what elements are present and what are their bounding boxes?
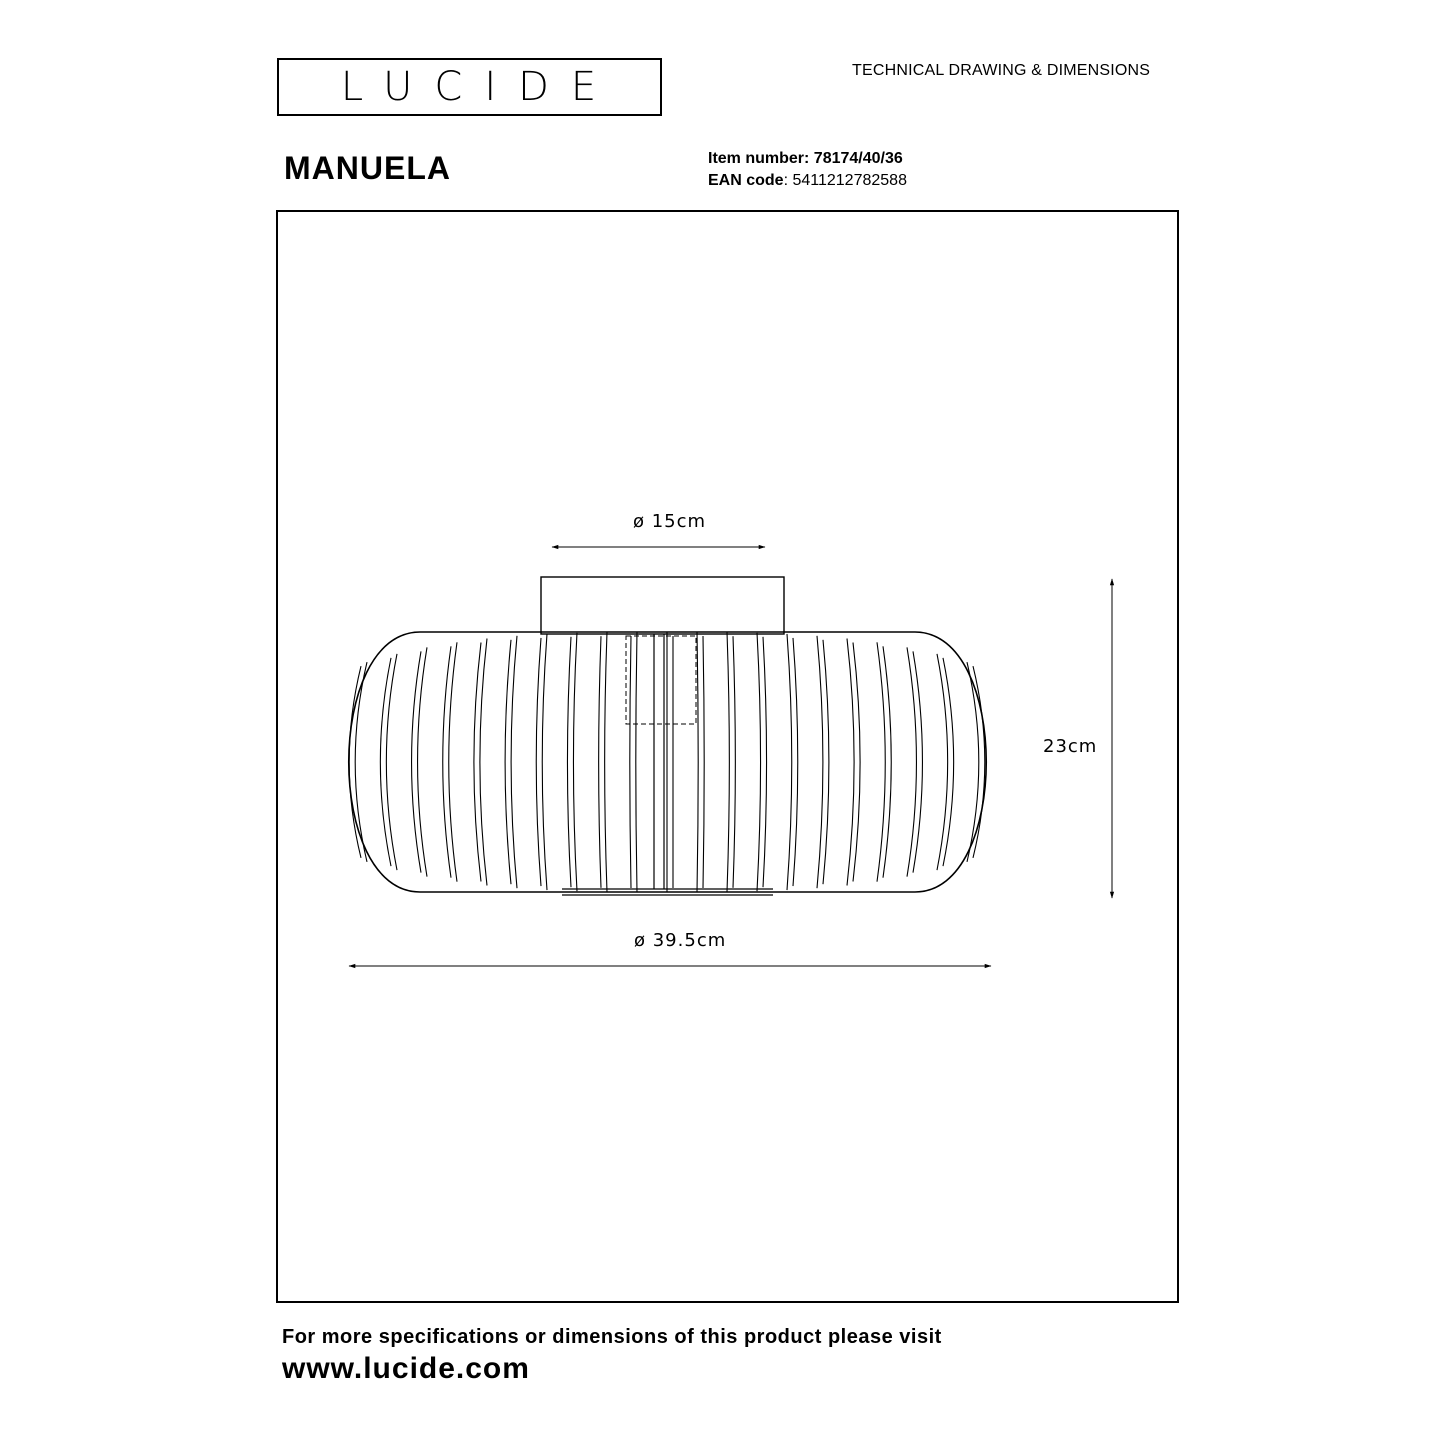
shade-diameter-label: ø 39.5cm bbox=[634, 930, 727, 951]
ean-value: : 5411212782588 bbox=[783, 172, 907, 189]
footer-url[interactable]: www.lucide.com bbox=[282, 1352, 530, 1385]
base-diameter-label: ø 15cm bbox=[633, 511, 707, 532]
height-label: 23cm bbox=[1043, 736, 1098, 757]
item-number-value: : 78174/40/36 bbox=[804, 150, 903, 167]
brand-logo-text: LUCIDE bbox=[340, 64, 619, 110]
footer-note: For more specifications or dimensions of this product please visit bbox=[282, 1326, 942, 1348]
shade-ribs bbox=[349, 632, 985, 892]
item-number-label: Item number bbox=[708, 150, 805, 167]
document-title: TECHNICAL DRAWING & DIMENSIONS bbox=[852, 62, 1151, 79]
ceiling-base bbox=[541, 577, 784, 634]
lamp-shade bbox=[349, 632, 987, 895]
ean-label: EAN code bbox=[708, 172, 784, 189]
product-name: MANUELA bbox=[284, 150, 451, 186]
